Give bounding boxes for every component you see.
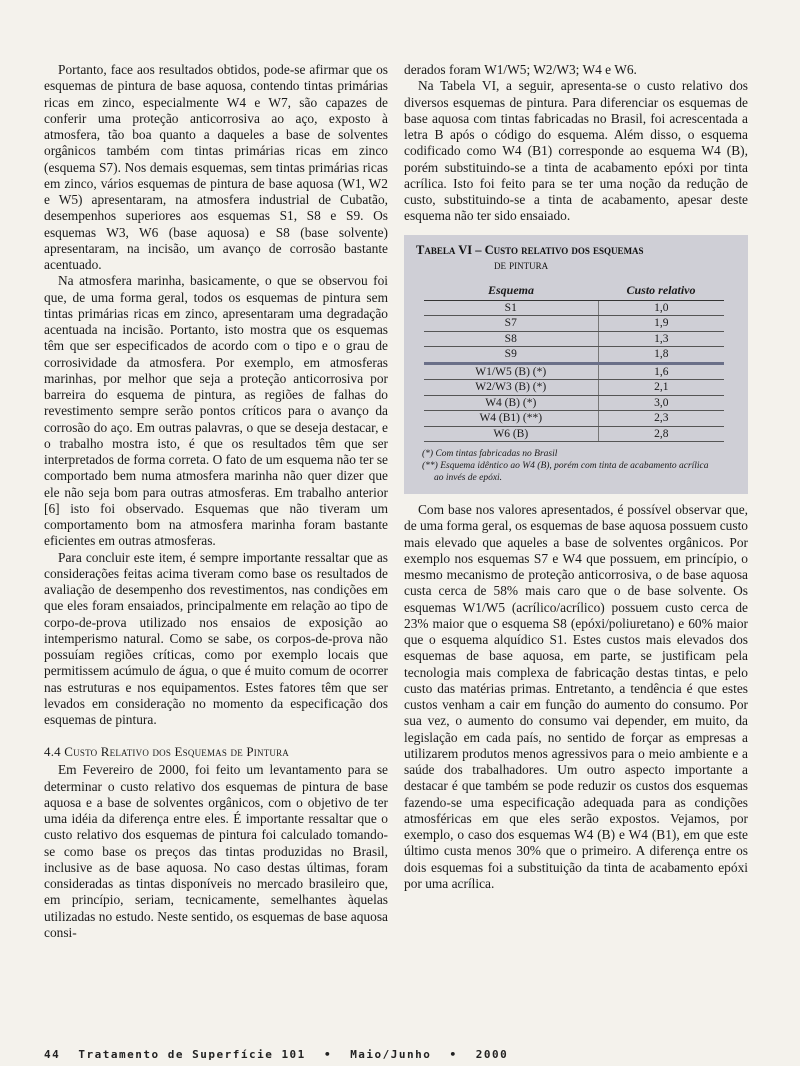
paragraph-considerations: Para concluir este item, é sempre importante ressaltar que as considerações feitas acima tiveram como base os resultados de avaliação de desempenho dos revestimentos, nas condições em que eles foram ensaiados, principalmente em relação ao tipo de corpo-de-prova utilizado nos ensaios de exposição ao intemperismo natural. Como se sabe, os corpos-de-prova não possuíam regiões críticas, como por exemplo locais que permitissem acúmulo de água, o que é muito comum de ocorrer nas estruturas e nos equipamentos. Estes fatores têm que ser levados em consideração no momento da especificação dos esquemas de pintura. [44, 549, 388, 727]
cell-scheme: W1/W5 (B) (*) [424, 363, 598, 380]
table-row [424, 395, 724, 411]
paragraph-cost-survey: Em Fevereiro de 2000, foi feito um levantamento para se determinar o custo relativo dos esquemas de pintura de base aquosa e a base de solventes orgânicos, com o objetivo de ter uma idéia da diferença entre eles. É importante ressaltar que o custo relativo dos esquemas de pintura foi calculado tomando-se como base os preços das tintas produzidas no Brasil, inclusive as de base aquosa. No caso destas últimas, foram consideradas as tintas disponíveis no mercado brasileiro que, em princípio, seriam, tecnicamente, semelhantes àquelas utilizadas no estudo. Neste sentido, os esquemas de base aquosa consi- [44, 762, 388, 940]
paragraph-cost-analysis: Com base nos valores apresentados, é possível observar que, de uma forma geral, os esquemas de base aquosa possuem custo mais elevado que aqueles a base de solventes orgânicos. Por exemplo nos esquemas S7 e W4 que possuem, em princípio, o mesmo mecanismo de proteção anticorrosiva, o de base aquosa custa cerca de 58% mais caro que o de base solvente. Os esquemas W1/W5 (acrílico/acrílico) possuem custo cerca de 23% maior que o esquema S8 (epóxi/poliuretano) e 60% maior que o esquema alquídico S1. Estes custos mais elevados dos esquemas de base aquosa, em parte, se justificam pela tecnologia mais complexa de fabricação destas tintas, e pelo custo das matérias primas. Entretanto, a tendência é que estes custos venham a cair em função do aumento do consumo. Por sua vez, o aumento do consumo vai depender, em muito, da legislação em cada país, no sentido de forçar as empresas a utilizarem produtos menos agressivos para o meio ambiente e a saúde dos trabalhadores. Um outro aspecto importante a destacar é que também se pode reduzir os custos dos esquemas fazendo-se uma especificação adequada para as condições atmosféricas em que eles serão expostos. Vejamos, por exemplo, o caso dos esquemas W4 (B) e W4 (B1), em que este último custa menos 30% que o primeiro. A diferença entre os dois esquemas foi a substituição da tinta de acabamento epóxi por uma acrílica. [404, 502, 748, 891]
footnote-acrylic-finish: (**) Esquema idêntico ao W4 (B), porém com tinta de acabamento acrílica [422, 461, 709, 471]
journal-name: Tratamento de Superfície 101 [78, 1048, 306, 1061]
paragraph-conclusion-zinc: Portanto, face aos resultados obtidos, pode-se afirmar que os esquemas de pintura de base aquosa, contendo tintas primárias ricas em zinco, especialmente W4 e W7, são capazes de conferir uma proteção anticorrosiva ao aço, exposto à atmosfera, tão boa quanto a daqueles a base de solventes orgânicos também com tintas primárias ricas em zinco (esquema S7). Nos demais esquemas, sem tintas primárias ricas em zinco, vários esquemas de pintura de base aquosa (W1, W2 e W5) apresentaram, na atmosfera industrial de Cubatão, desempenhos superiores aos esquemas S1, S8 e S9. Os esquemas W3, W6 (base aquosa) e S8 (base solvente) apresentaram, na incisão, um avanço de corrosão bastante acentuado. [44, 62, 388, 272]
cell-cost: 2,8 [598, 426, 724, 442]
section-heading-relative-cost: 4.4 Custo Relativo dos Esquemas de Pintura [44, 744, 289, 760]
paragraph-marine-atmosphere: Na atmosfera marinha, basicamente, o que se observou foi que, de uma forma geral, todos os esquemas de pintura sem tintas primárias ricas em zinco, apresentaram uma degradação acentuada na incisão. Portanto, isto mostra que os esquemas têm que ser especificados de acordo com o tipo e o grau de corrosividade da atmosfera. Por exemplo, em atmosferas marinhas, por melhor que seja a proteção anticorrosiva por barreira do esquema de pintura, as regiões de falhas do revestimento sempre serão pontos críticos para o avanço da corrosão do aço. Em outras palavras, o que se deseja destacar, e o trabalho mostra isto, é que os resultados têm que ser interpretados de forma correta. O fato de um esquema não ter se comportado bem numa atmosfera marinha não quer dizer que ele não seja bom para outras atmosferas. Em trabalho anterior [6] isto foi observado. Esquemas que não tiveram um comportamento bom na atmosfera marinha foram bastante eficientes em outras atmosferas. [44, 273, 388, 549]
table-row [424, 426, 724, 442]
table-title [416, 243, 736, 273]
cell-cost: 3,0 [598, 395, 724, 411]
cell-cost: 1,6 [598, 363, 724, 380]
cell-scheme: S1 [424, 300, 598, 316]
article-page [44, 62, 748, 1037]
issue-months: Maio/Junho [350, 1048, 432, 1061]
cell-cost: 1,8 [598, 347, 724, 364]
table-header-row [424, 279, 724, 301]
cell-scheme: S8 [424, 331, 598, 347]
cell-scheme: W4 (B1) (**) [424, 411, 598, 427]
cell-scheme: S7 [424, 316, 598, 332]
cell-cost: 2,3 [598, 411, 724, 427]
footer-separator: • [323, 1048, 333, 1061]
right-column [404, 62, 748, 892]
header-relative-cost: Custo relativo [598, 279, 724, 301]
page-number: 44 [44, 1048, 61, 1061]
cell-scheme: W2/W3 (B) (*) [424, 380, 598, 396]
table-title-line2: de pintura [494, 257, 549, 272]
header-scheme: Esquema [424, 279, 598, 301]
footnote-brazil-paints: (*) Com tintas fabricadas no Brasil [422, 449, 558, 459]
footnote-acrylic-finish-cont: ao invés de epóxi. [434, 473, 503, 483]
cell-cost: 1,3 [598, 331, 724, 347]
paragraph-table-intro: Na Tabela VI, a seguir, apresenta-se o custo relativo dos diversos esquemas de pintura. Para diferenciar os esquemas de base aquosa com tintas fabricadas no Brasil, foi acrescentada a letra B após o código do esquema. Além disso, o esquema codificado como W4 (B1) corresponde ao esquema W4 (B), porém substituindo-se a tinta de acabamento epóxi por tinta acrílica. Isto foi feito para se ter uma noção da redução de custo, substituindo-se a tinta de acabamento, apesar deste esquema não ter sido ensaiado. [404, 78, 748, 224]
table-row [424, 363, 724, 380]
table-row [424, 300, 724, 316]
cell-scheme: S9 [424, 347, 598, 364]
issue-year: 2000 [475, 1048, 509, 1061]
relative-cost-table [424, 279, 724, 443]
page-footer [44, 1048, 544, 1061]
left-column [44, 62, 388, 941]
footer-separator: • [449, 1048, 458, 1061]
table-title-line1: Tabela VI – Custo relativo dos esquemas [416, 242, 644, 257]
table-vi-box [404, 235, 748, 495]
cell-scheme: W6 (B) [424, 426, 598, 442]
table-row [424, 331, 724, 347]
table-row [424, 411, 724, 427]
cell-scheme: W4 (B) (*) [424, 395, 598, 411]
cell-cost: 1,0 [598, 300, 724, 316]
cell-cost: 2,1 [598, 380, 724, 396]
table-row [424, 380, 724, 396]
paragraph-schemes-considered: derados foram W1/W5; W2/W3; W4 e W6. [404, 62, 637, 77]
table-row [424, 316, 724, 332]
table-footnotes [422, 448, 736, 484]
table-row [424, 347, 724, 364]
cell-cost: 1,9 [598, 316, 724, 332]
